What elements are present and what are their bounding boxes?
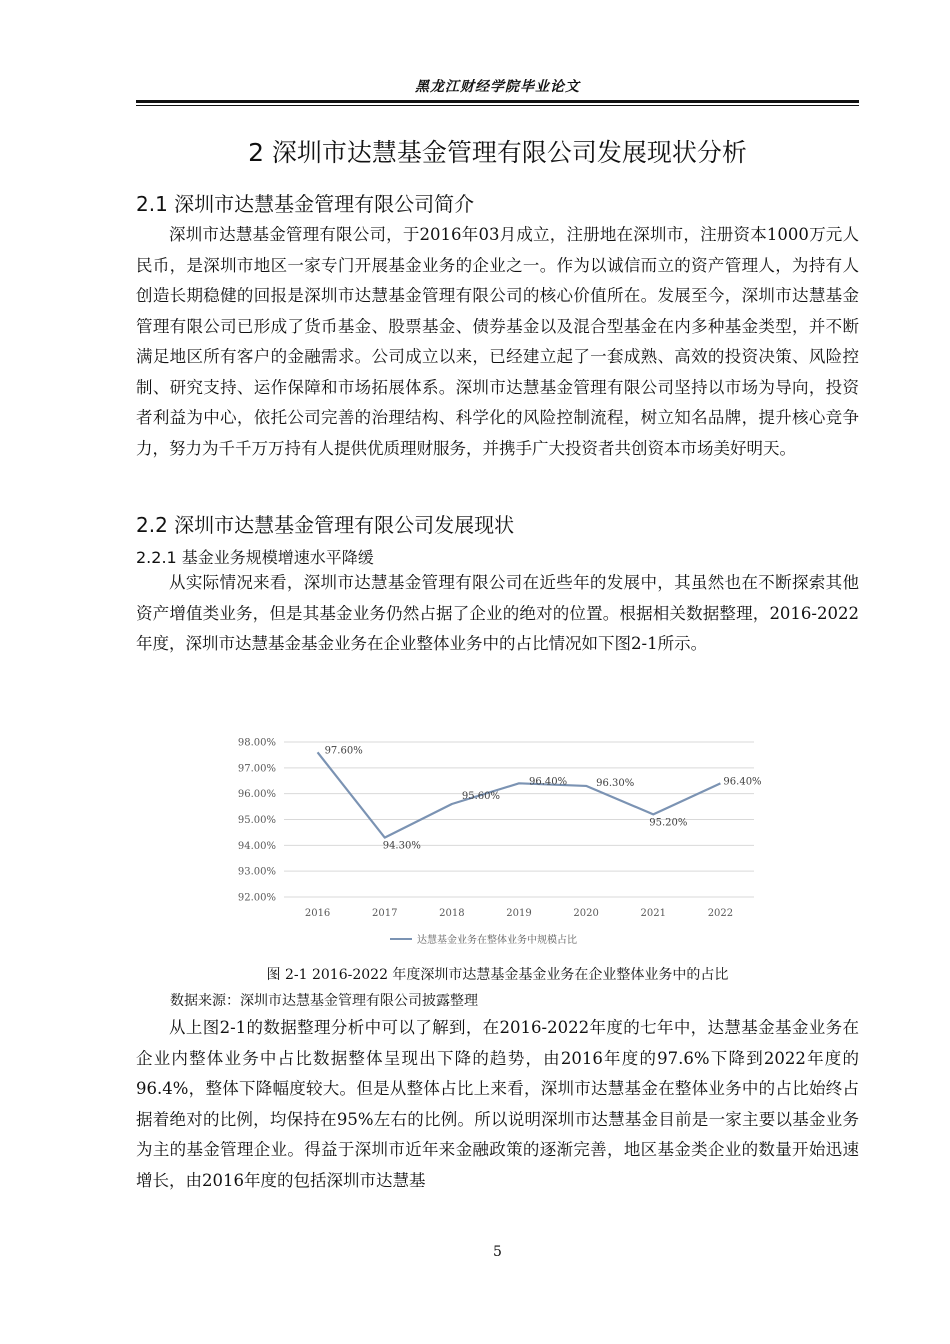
data-label: 96.40% xyxy=(529,776,568,788)
y-tick-label: 97.00% xyxy=(237,763,276,775)
line-chart xyxy=(222,720,774,958)
y-tick-label: 92.00% xyxy=(237,892,276,904)
chart-x-axis xyxy=(305,908,733,919)
x-tick-label: 2018 xyxy=(439,908,465,919)
data-label: 94.30% xyxy=(382,840,421,852)
section-heading-2-1: 2.1 深圳市达慧基金管理有限公司简介 xyxy=(136,192,475,216)
header-rule-thick xyxy=(136,100,859,103)
page-number: 5 xyxy=(493,1244,502,1260)
x-tick-label: 2021 xyxy=(640,908,667,919)
paragraph-company-intro: 深圳市达慧基金管理有限公司，于2016年03月成立，注册地在深圳市，注册资本1000万元人民币，是深圳市地区一家专门开展基金业务的企业之一。作为以诚信而立的资产管理人，为持有人创造长期稳健的回报是深圳市达慧基金管理有限公司的核心价值所在。发展至今，深圳市达慧基金管理有限公司已形成了货币基金、股票基金、债券基金以及混合型基金在内多种基金类型，并不断满足地区所有客户的金融需求。公司成立以来，已经建立起了一套成熟、高效的投资决策、风险控制、研究支持、运作保障和市场拓展体系。深圳市达慧基金管理有限公司坚持以市场为导向，投资者利益为中心，依托公司完善的治理结构、科学化的风险控制流程，树立知名品牌，提升核心竞争力，努力为千千万万持有人提供优质理财服务，并携手广大投资者共创资本市场美好明天。 xyxy=(136,225,859,458)
paragraph-business-share: 从实际情况来看，深圳市达慧基金管理有限公司在近些年的发展中，其虽然也在不断探索其他资产增值类业务，但是其基金业务仍然占据了企业的绝对的位置。根据相关数据整理，2016-2022年度，深圳市达慧基金基金业务在企业整体业务中的占比情况如下图2-1所示。 xyxy=(136,573,859,653)
chart-legend xyxy=(390,933,577,946)
data-source-note: 数据来源：深圳市达慧基金管理有限公司披露整理 xyxy=(170,993,478,1009)
paragraph-analysis: 从上图2-1的数据整理分析中可以了解到，在2016-2022年度的七年中，达慧基金基金业务在企业内整体业务中占比数据整体呈现出下降的趋势，由2016年度的97.6%下降到2022年度的96.4%，整体下降幅度较大。但是从整体占比上来看，深圳市达慧基金在整体业务中的占比始终占据着绝对的比例，均保持在95%左右的比例。所以说明深圳市达慧基金目前是一家主要以基金业务为主的基金管理企业。得益于深圳市近年来金融政策的逐渐完善，地区基金类企业的数量开始迅速增长，由2016年度的包括深圳市达慧基 xyxy=(136,1018,859,1190)
y-tick-label: 95.00% xyxy=(237,815,276,826)
data-label: 95.60% xyxy=(461,791,500,802)
x-tick-label: 2019 xyxy=(506,908,532,919)
section-heading-2-2: 2.2 深圳市达慧基金管理有限公司发展现状 xyxy=(136,513,515,537)
x-tick-label: 2022 xyxy=(707,908,734,919)
legend-label: 达慧基金业务在整体业务中规模占比 xyxy=(417,935,577,946)
chapter-title: 2 深圳市达慧基金管理有限公司发展现状分析 xyxy=(248,138,747,167)
data-label: 97.60% xyxy=(324,745,363,757)
running-header: 黑龙江财经学院毕业论文 xyxy=(415,79,580,95)
x-tick-label: 2020 xyxy=(573,908,599,919)
y-tick-label: 94.00% xyxy=(237,840,276,852)
y-tick-label: 98.00% xyxy=(237,737,276,749)
y-tick-label: 93.00% xyxy=(237,866,276,878)
y-tick-label: 96.00% xyxy=(237,789,276,801)
figure-caption: 图 2-1 2016-2022 年度深圳市达慧基金基金业务在企业整体业务中的占比 xyxy=(266,967,729,983)
data-label: 96.30% xyxy=(596,777,635,789)
data-label: 95.20% xyxy=(649,817,688,829)
chart-y-axis xyxy=(238,738,276,904)
x-tick-label: 2017 xyxy=(371,908,398,919)
data-label: 96.40% xyxy=(723,776,762,788)
x-tick-label: 2016 xyxy=(304,908,331,919)
subsection-heading-2-2-1: 2.2.1 基金业务规模增速水平降缓 xyxy=(136,548,374,567)
header-rule-thin xyxy=(136,105,859,106)
